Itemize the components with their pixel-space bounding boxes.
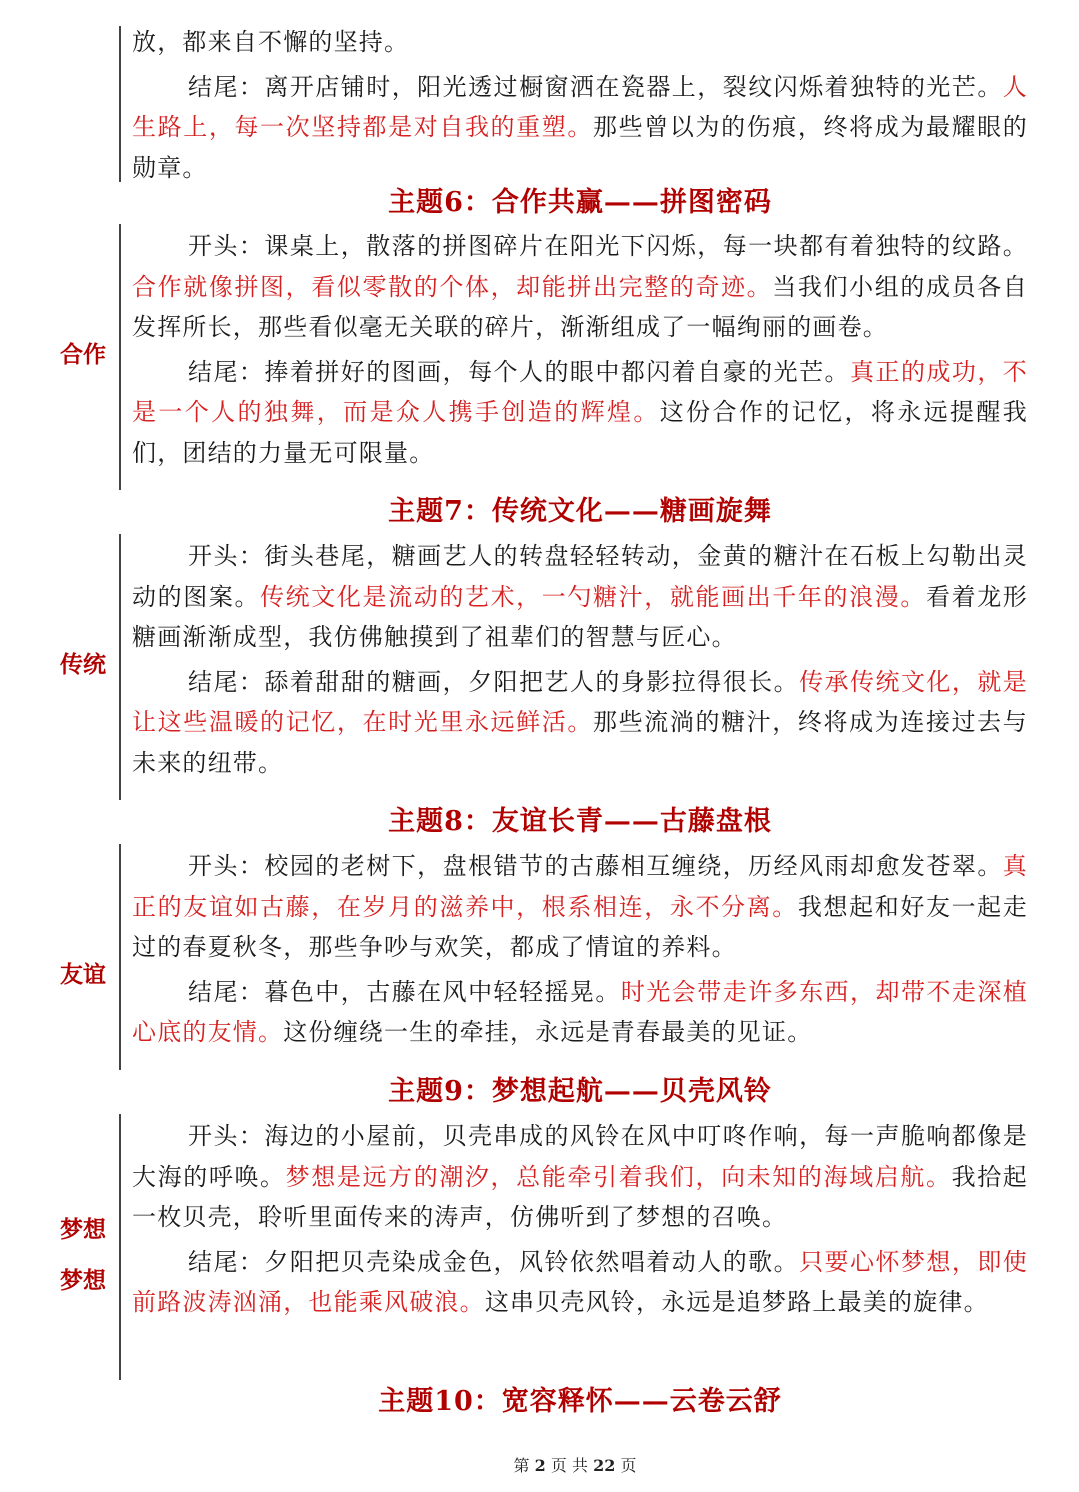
text: 开头：街头巷尾，糖画艺人的转盘轻轻转动，金黄的糖汁在石板上勾勒出灵动的图案。	[132, 542, 1028, 611]
text: 开头：校园的老树下，盘根错节的古藤相互缠绕，历经风雨却愈发苍翠。	[188, 852, 1003, 880]
text: 看着龙形糖画渐渐成型，我仿佛触摸到了祖辈们的智慧与匠心。	[132, 582, 1029, 651]
side-label-1: 梦想	[60, 1216, 106, 1243]
highlight-text: 只要心怀梦想，即使前路波涛汹涌，也能乘风破浪。	[132, 1247, 1028, 1316]
highlight-text: 时光会带走许多东西，却带不走深植心底的友情。	[132, 977, 1028, 1046]
text: 结尾：离开店铺时，阳光透过橱窗洒在瓷器上，裂纹闪烁着独特的光芒。	[188, 72, 1003, 101]
heading-theme-8: 主题8：友谊长青——古藤盘根	[388, 806, 772, 837]
total-pages: 22	[593, 1456, 616, 1475]
opening-paragraph	[132, 536, 1028, 658]
text: 开头：海边的小屋前，贝壳串成的风铃在风中叮咚作响，每一声脆响都像是大海的呼唤。	[132, 1122, 1028, 1191]
text: 开头：课桌上，散落的拼图碎片在阳光下闪烁，每一块都有着独特的纹路。	[188, 232, 1028, 260]
text: 那些曾以为的伤痕，终将成为最耀眼的勋章。	[132, 113, 1028, 182]
text: 放，都来自不懈的坚持。	[132, 28, 410, 56]
opening-paragraph	[132, 226, 1028, 348]
page-footer	[0, 1453, 1079, 1476]
text: 那些流淌的糖汁，终将成为连接过去与未来的纽带。	[132, 708, 1028, 777]
highlight-text: 真正的成功，不是一个人的独舞，而是众人携手创造的辉煌。	[132, 357, 1028, 426]
page-number: 2	[534, 1456, 546, 1475]
section-bar	[119, 224, 121, 490]
footer-prefix: 第	[513, 1456, 530, 1475]
text: 结尾：捧着拼好的图画，每个人的眼中都闪着自豪的光芒。	[188, 357, 851, 386]
text: 这份合作的记忆，将永远提醒我们，团结的力量无可限量。	[132, 398, 1028, 467]
section-bar	[119, 844, 121, 1070]
text: 这份缠绕一生的牵挂，永远是青春最美的见证。	[283, 1018, 813, 1046]
ending-paragraph	[132, 1242, 1028, 1323]
section-body	[132, 22, 1028, 192]
section-bar	[119, 1114, 121, 1380]
opening-paragraph	[132, 846, 1028, 968]
section-body	[132, 846, 1028, 1057]
section-body	[132, 226, 1028, 477]
heading-theme-7: 主题7：传统文化——糖画旋舞	[388, 496, 772, 527]
highlight-text: 人生路上，每一次坚持都是对自我的重塑。	[132, 72, 1028, 141]
text: 结尾：夕阳把贝壳染成金色，风铃依然唱着动人的歌。	[188, 1247, 800, 1276]
text: 结尾：暮色中，古藤在风中轻轻摇晃。	[188, 977, 621, 1006]
section-bar	[119, 534, 121, 800]
side-label: 友谊	[60, 961, 106, 988]
heading-theme-10: 主题10：宽容释怀——云卷云舒	[378, 1386, 782, 1417]
text: 这串贝壳风铃，永远是追梦路上最美的旋律。	[484, 1288, 989, 1316]
highlight-text: 传承传统文化，就是让这些温暖的记忆，在时光里永远鲜活。	[132, 667, 1028, 736]
section-body	[132, 536, 1028, 787]
heading-theme-6: 主题6：合作共赢——拼图密码	[388, 187, 772, 218]
heading-theme-9: 主题9：梦想起航——贝壳风铃	[388, 1076, 772, 1107]
section-body	[132, 1116, 1028, 1327]
text: 结尾：舔着甜甜的糖画，夕阳把艺人的身影拉得很长。	[188, 667, 800, 696]
text: 当我们小组的成员各自发挥所长，那些看似毫无关联的碎片，渐渐组成了一幅绚丽的画卷。	[132, 272, 1029, 341]
text: 我想起和好友一起走过的春夏秋冬，那些争吵与欢笑，都成了情谊的养料。	[132, 892, 1028, 961]
side-label: 传统	[60, 651, 106, 678]
section-bar	[119, 26, 121, 182]
highlight-text: 传统文化是流动的艺术，一勺糖汁，就能画出千年的浪漫。	[260, 582, 926, 611]
side-label: 合作	[60, 341, 106, 368]
opening-paragraph	[132, 1116, 1028, 1238]
highlight-text: 合作就像拼图，看似零散的个体，却能拼出完整的奇迹。	[132, 272, 773, 301]
footer-middle: 页 共	[550, 1456, 588, 1475]
highlight-text: 真正的友谊如古藤，在岁月的滋养中，根系相连，永不分离。	[132, 852, 1028, 921]
ending-paragraph	[132, 67, 1028, 189]
side-label-2: 梦想	[60, 1267, 106, 1294]
footer-suffix: 页	[620, 1456, 637, 1475]
ending-paragraph	[132, 972, 1028, 1053]
ending-paragraph	[132, 352, 1028, 474]
text: 我拾起一枚贝壳，聆听里面传来的涛声，仿佛听到了梦想的召唤。	[132, 1162, 1029, 1231]
ending-paragraph	[132, 662, 1028, 784]
opening-continued	[132, 22, 1028, 63]
highlight-text: 梦想是远方的潮汐，总能牵引着我们，向未知的海域启航。	[285, 1162, 952, 1191]
